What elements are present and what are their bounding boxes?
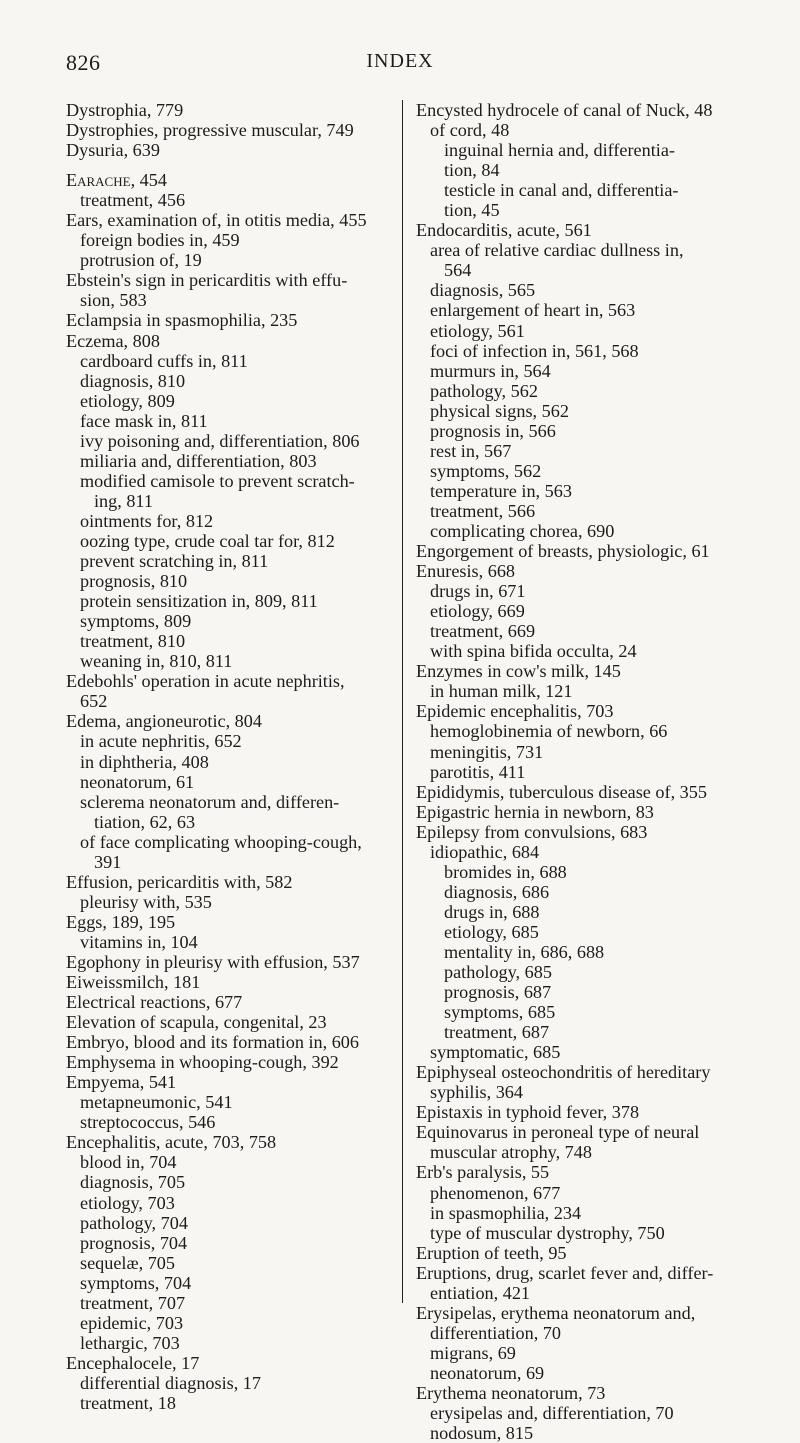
index-subentry: epidemic, 703 xyxy=(80,1312,184,1333)
index-subentry: treatment, 456 xyxy=(80,190,186,211)
index-entry: Elevation of scapula, congenital, 23 xyxy=(66,1012,327,1033)
index-subentry: prognosis in, 566 xyxy=(430,420,556,441)
index-entry: Erb's paralysis, 55 xyxy=(416,1162,550,1183)
index-entry: Endocarditis, acute, 561 xyxy=(416,220,592,241)
index-subentry: idiopathic, 684 xyxy=(430,841,540,862)
index-subentry: modified camisole to prevent scratch- xyxy=(80,470,355,491)
index-entry: Eiweissmilch, 181 xyxy=(66,972,201,993)
index-entry: Dystrophies, progressive muscular, 749 xyxy=(66,120,354,141)
index-subentry: tion, 84 xyxy=(444,160,500,181)
index-subentry: ointments for, 812 xyxy=(80,510,214,531)
index-subentry: protrusion of, 19 xyxy=(80,250,202,271)
index-subentry: etiology, 809 xyxy=(80,390,175,411)
index-entry: Enzymes in cow's milk, 145 xyxy=(416,661,621,682)
index-subentry: pleurisy with, 535 xyxy=(80,891,212,912)
index-entry: Engorgement of breasts, physiologic, 61 xyxy=(416,541,710,562)
index-subentry: of face complicating whooping-cough, xyxy=(80,831,362,852)
index-entry: Encysted hydrocele of canal of Nuck, 48 xyxy=(416,100,713,120)
index-subentry: etiology, 685 xyxy=(444,921,539,942)
index-subentry: miliaria and, differentiation, 803 xyxy=(80,450,317,471)
index-subentry: area of relative cardiac dullness in, xyxy=(430,240,684,261)
index-subentry: neonatorum, 69 xyxy=(430,1362,545,1383)
index-subentry: prognosis, 687 xyxy=(444,982,552,1003)
index-subentry: diagnosis, 705 xyxy=(80,1172,186,1193)
index-subentry: blood in, 704 xyxy=(80,1152,177,1173)
index-subentry: foreign bodies in, 459 xyxy=(80,230,240,251)
index-subentry: enlargement of heart in, 563 xyxy=(430,300,636,321)
index-subentry: symptomatic, 685 xyxy=(430,1042,561,1063)
index-entry: Earache, 454 xyxy=(66,170,167,191)
index-subentry: cardboard cuffs in, 811 xyxy=(80,350,248,371)
index-subentry: in diphtheria, 408 xyxy=(80,751,209,772)
index-subentry: protein sensitization in, 809, 811 xyxy=(80,591,318,612)
index-subentry: complicating chorea, 690 xyxy=(430,520,615,541)
index-subentry: 652 xyxy=(80,691,108,712)
index-subentry: symptoms, 685 xyxy=(444,1002,556,1023)
index-entry: Epidemic encephalitis, 703 xyxy=(416,701,614,722)
index-subentry: etiology, 703 xyxy=(80,1192,175,1213)
index-subentry: in human milk, 121 xyxy=(430,681,573,702)
index-subentry: treatment, 566 xyxy=(430,500,536,521)
index-subentry: phenomenon, 677 xyxy=(430,1182,561,1203)
index-entry: Dysuria, 639 xyxy=(66,140,160,161)
index-entry: Embryo, blood and its formation in, 606 xyxy=(66,1032,359,1053)
index-subentry: face mask in, 811 xyxy=(80,410,208,431)
index-entry: Epilepsy from convulsions, 683 xyxy=(416,821,648,842)
index-subentry: differentiation, 70 xyxy=(430,1322,561,1343)
column-divider xyxy=(402,100,403,1303)
index-entry: Epididymis, tuberculous disease of, 355 xyxy=(416,781,707,802)
index-subentry: 564 xyxy=(444,260,472,281)
index-subentry: treatment, 687 xyxy=(444,1022,550,1043)
index-subentry: meningitis, 731 xyxy=(430,741,544,762)
index-subentry: symptoms, 704 xyxy=(80,1272,192,1293)
index-entry: Erythema neonatorum, 73 xyxy=(416,1383,606,1403)
index-entry: Eggs, 189, 195 xyxy=(66,911,176,932)
index-subentry: sclerema neonatorum and, differen- xyxy=(80,791,340,812)
index-subentry: treatment, 18 xyxy=(80,1393,176,1413)
index-subentry: symptoms, 562 xyxy=(430,460,542,481)
index-subentry: drugs in, 688 xyxy=(444,901,540,922)
index-subentry: treatment, 707 xyxy=(80,1292,186,1313)
index-entry: Erysipelas, erythema neonatorum and, xyxy=(416,1302,696,1323)
index-entry: Epistaxis in typhoid fever, 378 xyxy=(416,1102,640,1123)
index-subentry: rest in, 567 xyxy=(430,440,512,461)
running-head: INDEX xyxy=(366,50,434,72)
index-subentry: prevent scratching in, 811 xyxy=(80,551,269,572)
index-subentry: in acute nephritis, 652 xyxy=(80,731,242,752)
index-subentry: syphilis, 364 xyxy=(430,1082,523,1103)
index-subentry: treatment, 810 xyxy=(80,631,186,652)
index-subentry: tion, 45 xyxy=(444,200,500,221)
index-subentry: temperature in, 563 xyxy=(430,480,572,501)
index-subentry: type of muscular dystrophy, 750 xyxy=(430,1222,665,1243)
index-subentry: bromides in, 688 xyxy=(444,861,567,882)
index-subentry: pathology, 562 xyxy=(430,380,538,401)
index-entry: Epiphyseal osteochondritis of hereditary xyxy=(416,1062,711,1083)
index-subentry: etiology, 669 xyxy=(430,601,525,622)
index-entry: Edema, angioneurotic, 804 xyxy=(66,711,262,732)
index-subentry: foci of infection in, 561, 568 xyxy=(430,340,639,361)
letter-section-gap xyxy=(66,160,396,170)
index-subentry: pathology, 704 xyxy=(80,1212,188,1233)
index-subentry: differential diagnosis, 17 xyxy=(80,1372,261,1393)
index-subentry: of cord, 48 xyxy=(430,120,510,141)
index-subentry: treatment, 669 xyxy=(430,621,536,642)
index-entry: Emphysema in whooping-cough, 392 xyxy=(66,1052,339,1073)
index-subentry: streptococcus, 546 xyxy=(80,1112,216,1133)
index-entry: Encephalitis, acute, 703, 758 xyxy=(66,1132,277,1153)
index-entry: Ebstein's sign in pericarditis with effu- xyxy=(66,270,348,291)
index-subentry: entiation, 421 xyxy=(430,1282,531,1303)
index-subentry: diagnosis, 810 xyxy=(80,370,186,391)
index-subentry: oozing type, crude coal tar for, 812 xyxy=(80,530,335,551)
index-entry: Dystrophia, 779 xyxy=(66,100,184,120)
index-subentry: sequelæ, 705 xyxy=(80,1252,175,1273)
index-subentry: prognosis, 810 xyxy=(80,571,188,592)
index-entry: Enuresis, 668 xyxy=(416,561,516,582)
index-subentry: muscular atrophy, 748 xyxy=(430,1142,592,1163)
index-entry: Egophony in pleurisy with effusion, 537 xyxy=(66,951,360,972)
index-subentry: drugs in, 671 xyxy=(430,581,526,602)
index-entry: Eczema, 808 xyxy=(66,330,160,351)
index-entry: Effusion, pericarditis with, 582 xyxy=(66,871,293,892)
index-column-left xyxy=(66,100,396,1413)
index-entry: Ears, examination of, in otitis media, 455 xyxy=(66,210,367,231)
index-subentry: diagnosis, 565 xyxy=(430,280,536,301)
index-subentry: etiology, 561 xyxy=(430,320,525,341)
index-entry: Encephalocele, 17 xyxy=(66,1352,200,1373)
index-subentry: in spasmophilia, 234 xyxy=(430,1202,582,1223)
index-subentry: 391 xyxy=(94,851,122,872)
index-entry: Eruptions, drug, scarlet fever and, differ- xyxy=(416,1262,714,1283)
index-subentry: murmurs in, 564 xyxy=(430,360,551,381)
index-subentry: migrans, 69 xyxy=(430,1342,516,1363)
index-column-right xyxy=(416,100,746,1443)
page-number: 826 xyxy=(66,50,101,75)
index-entry: Equinovarus in peroneal type of neural xyxy=(416,1122,700,1143)
index-subentry: tiation, 62, 63 xyxy=(94,811,196,832)
index-subentry: ing, 811 xyxy=(94,490,153,511)
index-subentry: inguinal hernia and, differentia- xyxy=(444,140,675,161)
index-subentry: lethargic, 703 xyxy=(80,1332,180,1353)
index-entry: Edebohls' operation in acute nephritis, xyxy=(66,671,345,692)
index-subentry: vitamins in, 104 xyxy=(80,931,198,952)
index-subentry: parotitis, 411 xyxy=(430,761,526,782)
index-subentry: physical signs, 562 xyxy=(430,400,569,421)
index-entry: Epigastric hernia in newborn, 83 xyxy=(416,801,654,822)
index-entry: Eclampsia in spasmophilia, 235 xyxy=(66,310,298,331)
index-subentry: nodosum, 815 xyxy=(430,1423,534,1443)
index-entry: Eruption of teeth, 95 xyxy=(416,1242,567,1263)
index-subentry: ivy poisoning and, differentiation, 806 xyxy=(80,430,360,451)
index-subentry: hemoglobinemia of newborn, 66 xyxy=(430,721,668,742)
index-subentry: mentality in, 686, 688 xyxy=(444,941,605,962)
index-subentry: pathology, 685 xyxy=(444,962,552,983)
index-subentry: prognosis, 704 xyxy=(80,1232,188,1253)
index-subentry: erysipelas and, differentiation, 70 xyxy=(430,1403,674,1424)
index-subentry: with spina bifida occulta, 24 xyxy=(430,641,637,662)
index-subentry: testicle in canal and, differentia- xyxy=(444,180,679,201)
index-entry: Empyema, 541 xyxy=(66,1072,177,1093)
index-subentry: weaning in, 810, 811 xyxy=(80,651,233,672)
index-subentry: sion, 583 xyxy=(80,290,147,311)
index-subentry: metapneumonic, 541 xyxy=(80,1092,233,1113)
index-subentry: diagnosis, 686 xyxy=(444,881,550,902)
index-subentry: neonatorum, 61 xyxy=(80,771,195,792)
index-subentry: symptoms, 809 xyxy=(80,611,192,632)
index-entry: Electrical reactions, 677 xyxy=(66,992,243,1013)
